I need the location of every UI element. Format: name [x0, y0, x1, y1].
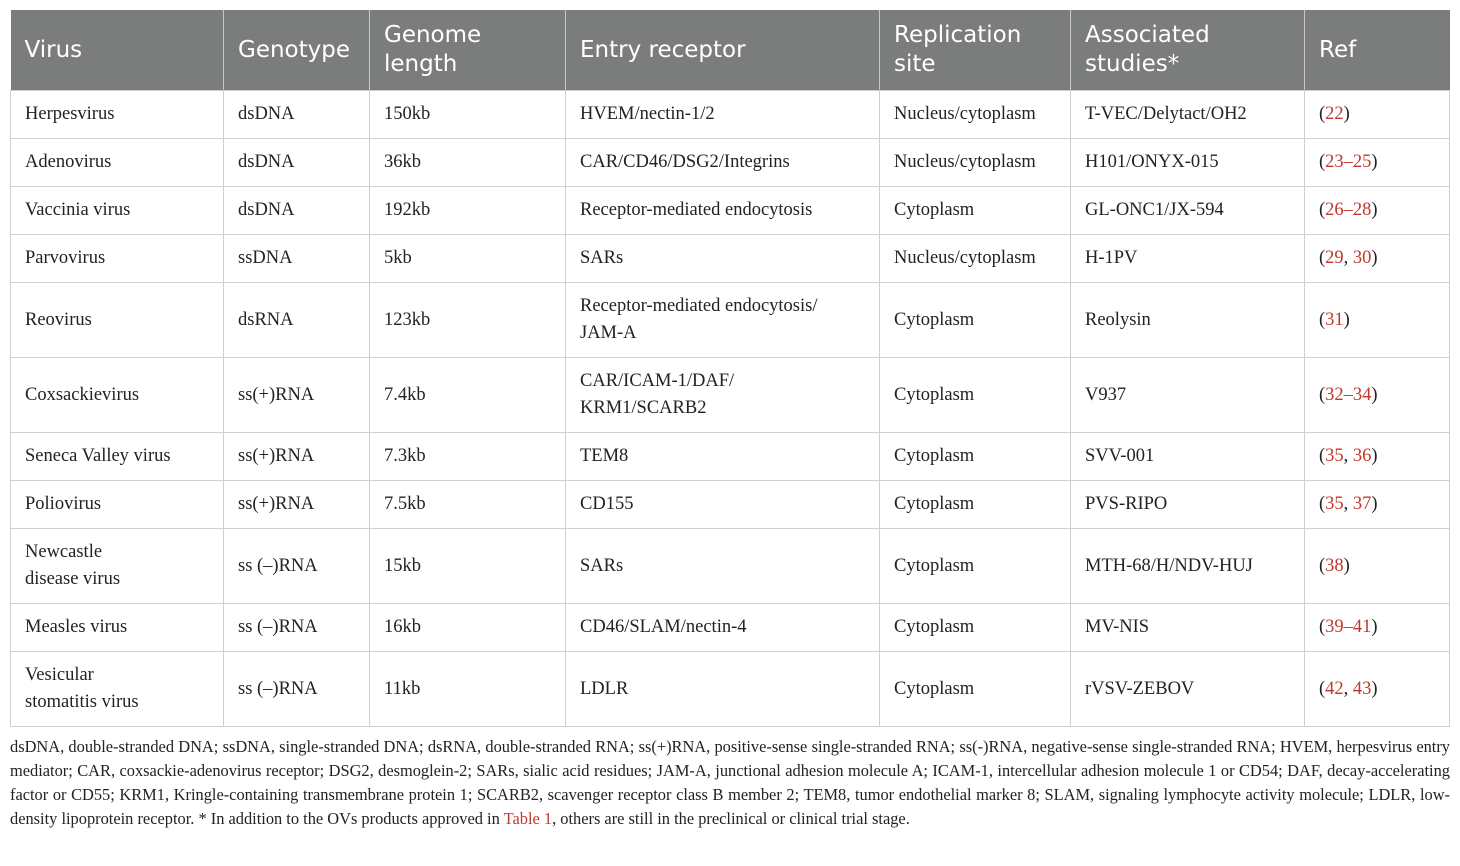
table-row [11, 283, 1450, 358]
ref-link[interactable]: 35 [1325, 494, 1344, 514]
cell-replication-site: Cytoplasm [880, 604, 1071, 652]
cell-associated-studies: MTH-68/H/NDV-HUJ [1071, 529, 1305, 604]
cell-genotype: dsRNA [224, 283, 370, 358]
cell-genome-length: 5kb [370, 235, 566, 283]
cell-genome-length: 7.4kb [370, 358, 566, 433]
header-genome-length: Genome length [370, 10, 566, 91]
cell-virus: Herpesvirus [11, 91, 224, 139]
cell-genome-length: 7.5kb [370, 481, 566, 529]
ref-link[interactable]: 38 [1325, 555, 1344, 576]
ref-link[interactable]: 23–25 [1325, 152, 1372, 172]
table-row [11, 529, 1450, 604]
cell-entry-receptor: CAR/ICAM-1/DAF/ KRM1/SCARB2 [566, 358, 880, 433]
cell-associated-studies: H-1PV [1071, 235, 1305, 283]
table1-link[interactable]: Table 1 [503, 809, 553, 828]
cell-genome-length: 7.3kb [370, 433, 566, 481]
table-row [11, 652, 1450, 727]
cell-associated-studies: GL-ONC1/JX-594 [1071, 187, 1305, 235]
cell-entry-receptor: CD46/SLAM/nectin-4 [566, 604, 880, 652]
ref-link[interactable]: 30 [1352, 248, 1372, 268]
cell-ref: (32–34) [1305, 358, 1450, 433]
table-row [11, 91, 1450, 139]
cell-ref: (39–41) [1305, 604, 1450, 652]
cell-associated-studies: Reolysin [1071, 283, 1305, 358]
cell-entry-receptor: SARs [566, 529, 880, 604]
cell-replication-site: Nucleus/cytoplasm [880, 235, 1071, 283]
table-row [11, 433, 1450, 481]
cell-genotype: ss (–)RNA [224, 604, 370, 652]
cell-ref: (26–28) [1305, 187, 1450, 235]
cell-ref: (23–25) [1305, 139, 1450, 187]
table-row [11, 139, 1450, 187]
cell-genome-length: 11kb [370, 652, 566, 727]
cell-genotype: ss (–)RNA [224, 529, 370, 604]
cell-replication-site: Nucleus/cytoplasm [880, 91, 1071, 139]
cell-ref: (38) [1305, 529, 1450, 604]
cell-ref: (22) [1305, 91, 1450, 139]
cell-entry-receptor: CAR/CD46/DSG2/Integrins [566, 139, 880, 187]
ref-link[interactable]: 43 [1352, 678, 1372, 699]
ref-link[interactable]: 39–41 [1325, 617, 1372, 637]
cell-associated-studies: PVS-RIPO [1071, 481, 1305, 529]
header-ref: Ref [1305, 10, 1450, 91]
cell-associated-studies: MV-NIS [1071, 604, 1305, 652]
cell-virus: Coxsackievirus [11, 358, 224, 433]
ref-link[interactable]: 35 [1325, 446, 1344, 466]
cell-genotype: ss (–)RNA [224, 652, 370, 727]
ref-link[interactable]: 22 [1325, 104, 1344, 124]
cell-replication-site: Cytoplasm [880, 529, 1071, 604]
ref-link[interactable]: 32–34 [1325, 384, 1372, 405]
cell-entry-receptor: HVEM/nectin-1/2 [566, 91, 880, 139]
cell-replication-site: Cytoplasm [880, 283, 1071, 358]
ref-link[interactable]: 31 [1325, 309, 1344, 330]
table-row [11, 235, 1450, 283]
cell-genome-length: 16kb [370, 604, 566, 652]
cell-genotype: dsDNA [224, 187, 370, 235]
ref-link[interactable]: 26–28 [1325, 200, 1372, 220]
cell-replication-site: Cytoplasm [880, 652, 1071, 727]
cell-entry-receptor: LDLR [566, 652, 880, 727]
cell-virus: Measles virus [11, 604, 224, 652]
cell-ref: (42, 43) [1305, 652, 1450, 727]
cell-genotype: ss(+)RNA [224, 358, 370, 433]
table-row [11, 604, 1450, 652]
cell-genome-length: 123kb [370, 283, 566, 358]
cell-virus: Newcastle disease virus [11, 529, 224, 604]
cell-genotype: ss(+)RNA [224, 481, 370, 529]
cell-virus: Reovirus [11, 283, 224, 358]
cell-associated-studies: rVSV-ZEBOV [1071, 652, 1305, 727]
cell-replication-site: Nucleus/cytoplasm [880, 139, 1071, 187]
cell-ref: (29, 30) [1305, 235, 1450, 283]
header-replication-site: Replication site [880, 10, 1071, 91]
table-row [11, 187, 1450, 235]
cell-ref: (35, 37) [1305, 481, 1450, 529]
cell-ref: (31) [1305, 283, 1450, 358]
table-footnote: dsDNA, double-stranded DNA; ssDNA, single-stranded DNA; dsRNA, double-stranded RNA; ss(+)RNA, positive-sense single-stranded RNA; ss(-)RNA, negative-sense single-stranded RNA; HVEM, herpesvirus entry mediator; CAR, coxsackie-adenovirus receptor; DSG2, desmoglein-2; SARs, sialic acid residues; JAM-A, junctional adhesion molecule A; ICAM-1, intercellular adhesion molecule 1 or CD54; DAF, decay-accelerating factor or CD55; KRM1, Kringle-containing transmembrane protein 1; SCARB2, scavenger receptor class B member 2; TEM8, tumor endothelial marker 8; SLAM, signaling lymphocyte activity molecule; LDLR, low-density lipoprotein receptor. * In addition to the OVs products approved in Table 1, others are still in the preclinical or clinical trial stage. [10, 737, 1450, 828]
table-row [11, 481, 1450, 529]
header-associated-studies: Associated studies* [1071, 10, 1305, 91]
cell-associated-studies: V937 [1071, 358, 1305, 433]
cell-entry-receptor: Receptor-mediated endocytosis [566, 187, 880, 235]
table-header-row [11, 10, 1450, 91]
table-row [11, 358, 1450, 433]
cell-replication-site: Cytoplasm [880, 358, 1071, 433]
cell-virus: Adenovirus [11, 139, 224, 187]
cell-genotype: ssDNA [224, 235, 370, 283]
cell-entry-receptor: CD155 [566, 481, 880, 529]
cell-replication-site: Cytoplasm [880, 433, 1071, 481]
cell-genome-length: 150kb [370, 91, 566, 139]
cell-entry-receptor: SARs [566, 235, 880, 283]
ref-link[interactable]: 37 [1352, 494, 1372, 514]
header-virus: Virus [11, 10, 224, 91]
ref-link[interactable]: 36 [1352, 446, 1372, 466]
cell-replication-site: Cytoplasm [880, 187, 1071, 235]
cell-genome-length: 15kb [370, 529, 566, 604]
ref-link[interactable]: 42 [1325, 678, 1344, 699]
virus-table-container [10, 10, 1449, 727]
cell-virus: Vaccinia virus [11, 187, 224, 235]
cell-virus: Parvovirus [11, 235, 224, 283]
cell-associated-studies: SVV-001 [1071, 433, 1305, 481]
cell-virus: Vesicular stomatitis virus [11, 652, 224, 727]
cell-genotype: dsDNA [224, 139, 370, 187]
cell-genotype: dsDNA [224, 91, 370, 139]
cell-ref: (35, 36) [1305, 433, 1450, 481]
cell-entry-receptor: Receptor-mediated endocytosis/ JAM-A [566, 283, 880, 358]
cell-entry-receptor: TEM8 [566, 433, 880, 481]
cell-associated-studies: T-VEC/Delytact/OH2 [1071, 91, 1305, 139]
cell-virus: Poliovirus [11, 481, 224, 529]
cell-virus: Seneca Valley virus [11, 433, 224, 481]
cell-replication-site: Cytoplasm [880, 481, 1071, 529]
cell-associated-studies: H101/ONYX-015 [1071, 139, 1305, 187]
cell-genome-length: 192kb [370, 187, 566, 235]
cell-genotype: ss(+)RNA [224, 433, 370, 481]
oncolytic-virus-table [10, 10, 1450, 727]
header-entry-receptor: Entry receptor [566, 10, 880, 91]
header-genotype: Genotype [224, 10, 370, 91]
cell-genome-length: 36kb [370, 139, 566, 187]
ref-link[interactable]: 29 [1325, 248, 1344, 268]
